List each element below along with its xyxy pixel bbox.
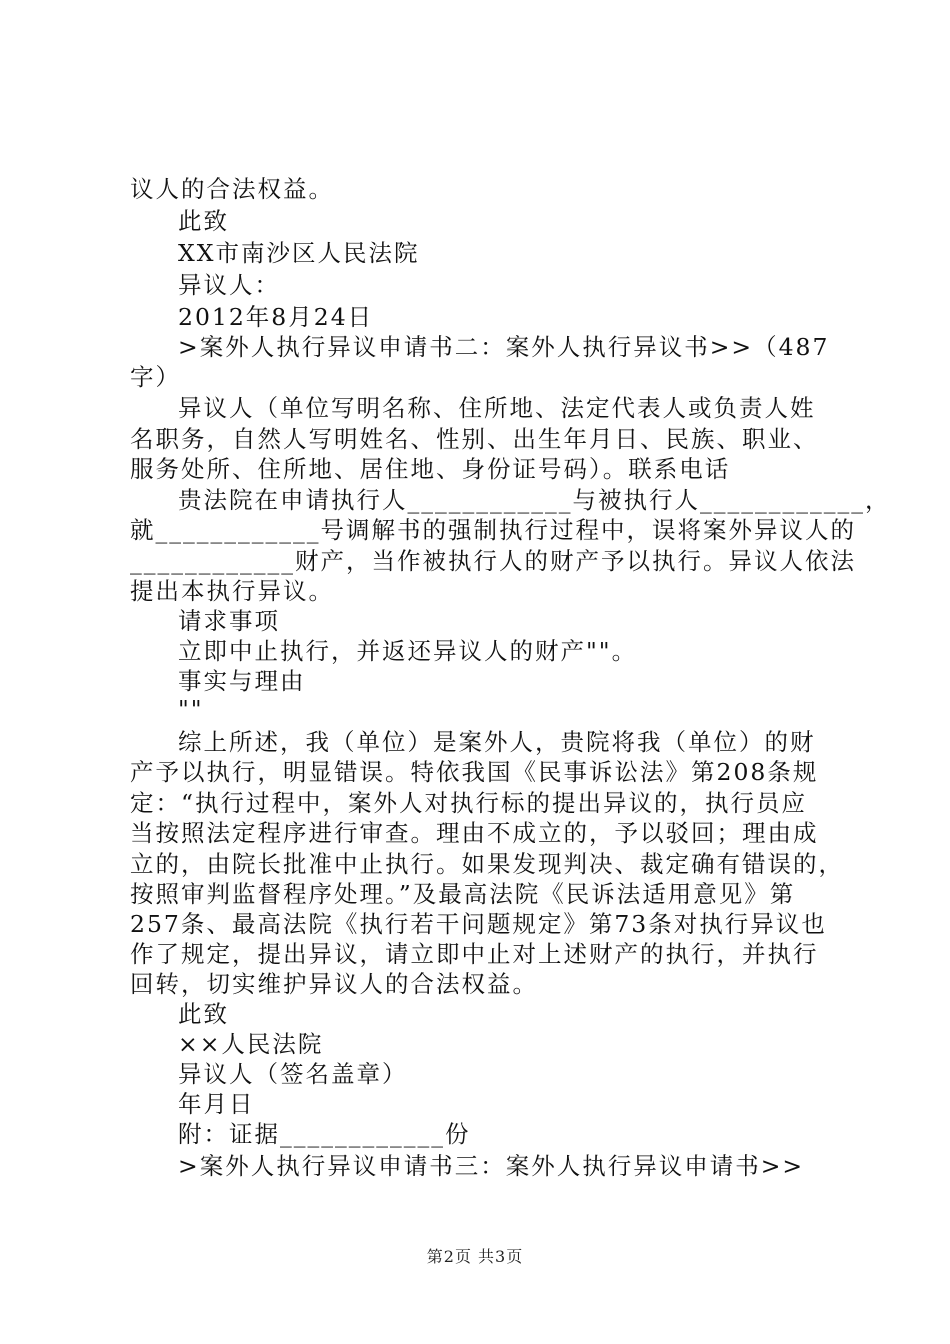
text-line: 当按照法定程序进行审查。理由不成立的，予以驳回；理由成	[130, 819, 819, 847]
section-heading: 事实与理由	[178, 667, 306, 695]
text-line: 议人的合法权益。	[130, 175, 334, 203]
text-line: 字）	[130, 363, 181, 391]
text-line: 异议人：	[178, 271, 280, 299]
text-line: 此致	[178, 1000, 229, 1028]
section-heading: 请求事项	[178, 607, 280, 635]
text-line: 立即中止执行，并返还异议人的财产""。	[178, 637, 638, 665]
text-line: 服务处所、住所地、居住地、身份证号码）。联系电话	[130, 455, 731, 483]
text-line: 名职务，自然人写明姓名、性别、出生年月日、民族、职业、	[130, 425, 819, 453]
text-line: 定：“执行过程中，案外人对执行标的提出异议的，执行员应	[130, 789, 808, 817]
text-line: ""	[178, 695, 204, 723]
text-line: 异议人（单位写明名称、住所地、法定代表人或负责人姓	[178, 394, 816, 422]
text-line: 附：证据____________份	[178, 1120, 471, 1148]
text-line: 此致	[178, 207, 229, 235]
text-line: ××人民法院	[178, 1030, 324, 1058]
text-line: 提出本执行异议。	[130, 577, 334, 605]
text-line: 立的，由院长批准中止执行。如果发现判决、裁定确有错误的，	[130, 850, 844, 878]
text-line: 年月日	[178, 1090, 255, 1118]
text-line: 综上所述，我（单位）是案外人，贵院将我（单位）的财	[178, 728, 816, 756]
text-line: 回转，切实维护异议人的合法权益。	[130, 970, 538, 998]
text-line: XX市南沙区人民法院	[178, 239, 420, 267]
text-line: 异议人（签名盖章）	[178, 1060, 408, 1088]
heading-line: >案外人执行异议申请书二：案外人执行异议书>>（487	[178, 333, 830, 361]
text-line: 按照审判监督程序处理。”及最高法院《民诉法适用意见》第	[130, 880, 796, 908]
text-line: 贵法院在申请执行人____________与被执行人____________，	[178, 486, 891, 514]
heading-line: >案外人执行异议申请书三：案外人执行异议申请书>>	[178, 1152, 805, 1180]
text-line: 257条、最高法院《执行若干问题规定》第73条对执行异议也	[130, 910, 827, 938]
text-line: ____________财产，当作被执行人的财产予以执行。异议人依法	[130, 547, 856, 575]
page-footer: 第2页 共3页	[426, 1247, 524, 1266]
text-line: 2012年8月24日	[178, 303, 374, 331]
text-line: 作了规定，提出异议，请立即中止对上述财产的执行，并执行	[130, 940, 819, 968]
text-line: 产予以执行，明显错误。特依我国《民事诉讼法》第208条规	[130, 758, 819, 786]
text-line: 就____________号调解书的强制执行过程中，误将案外异议人的	[130, 516, 856, 544]
